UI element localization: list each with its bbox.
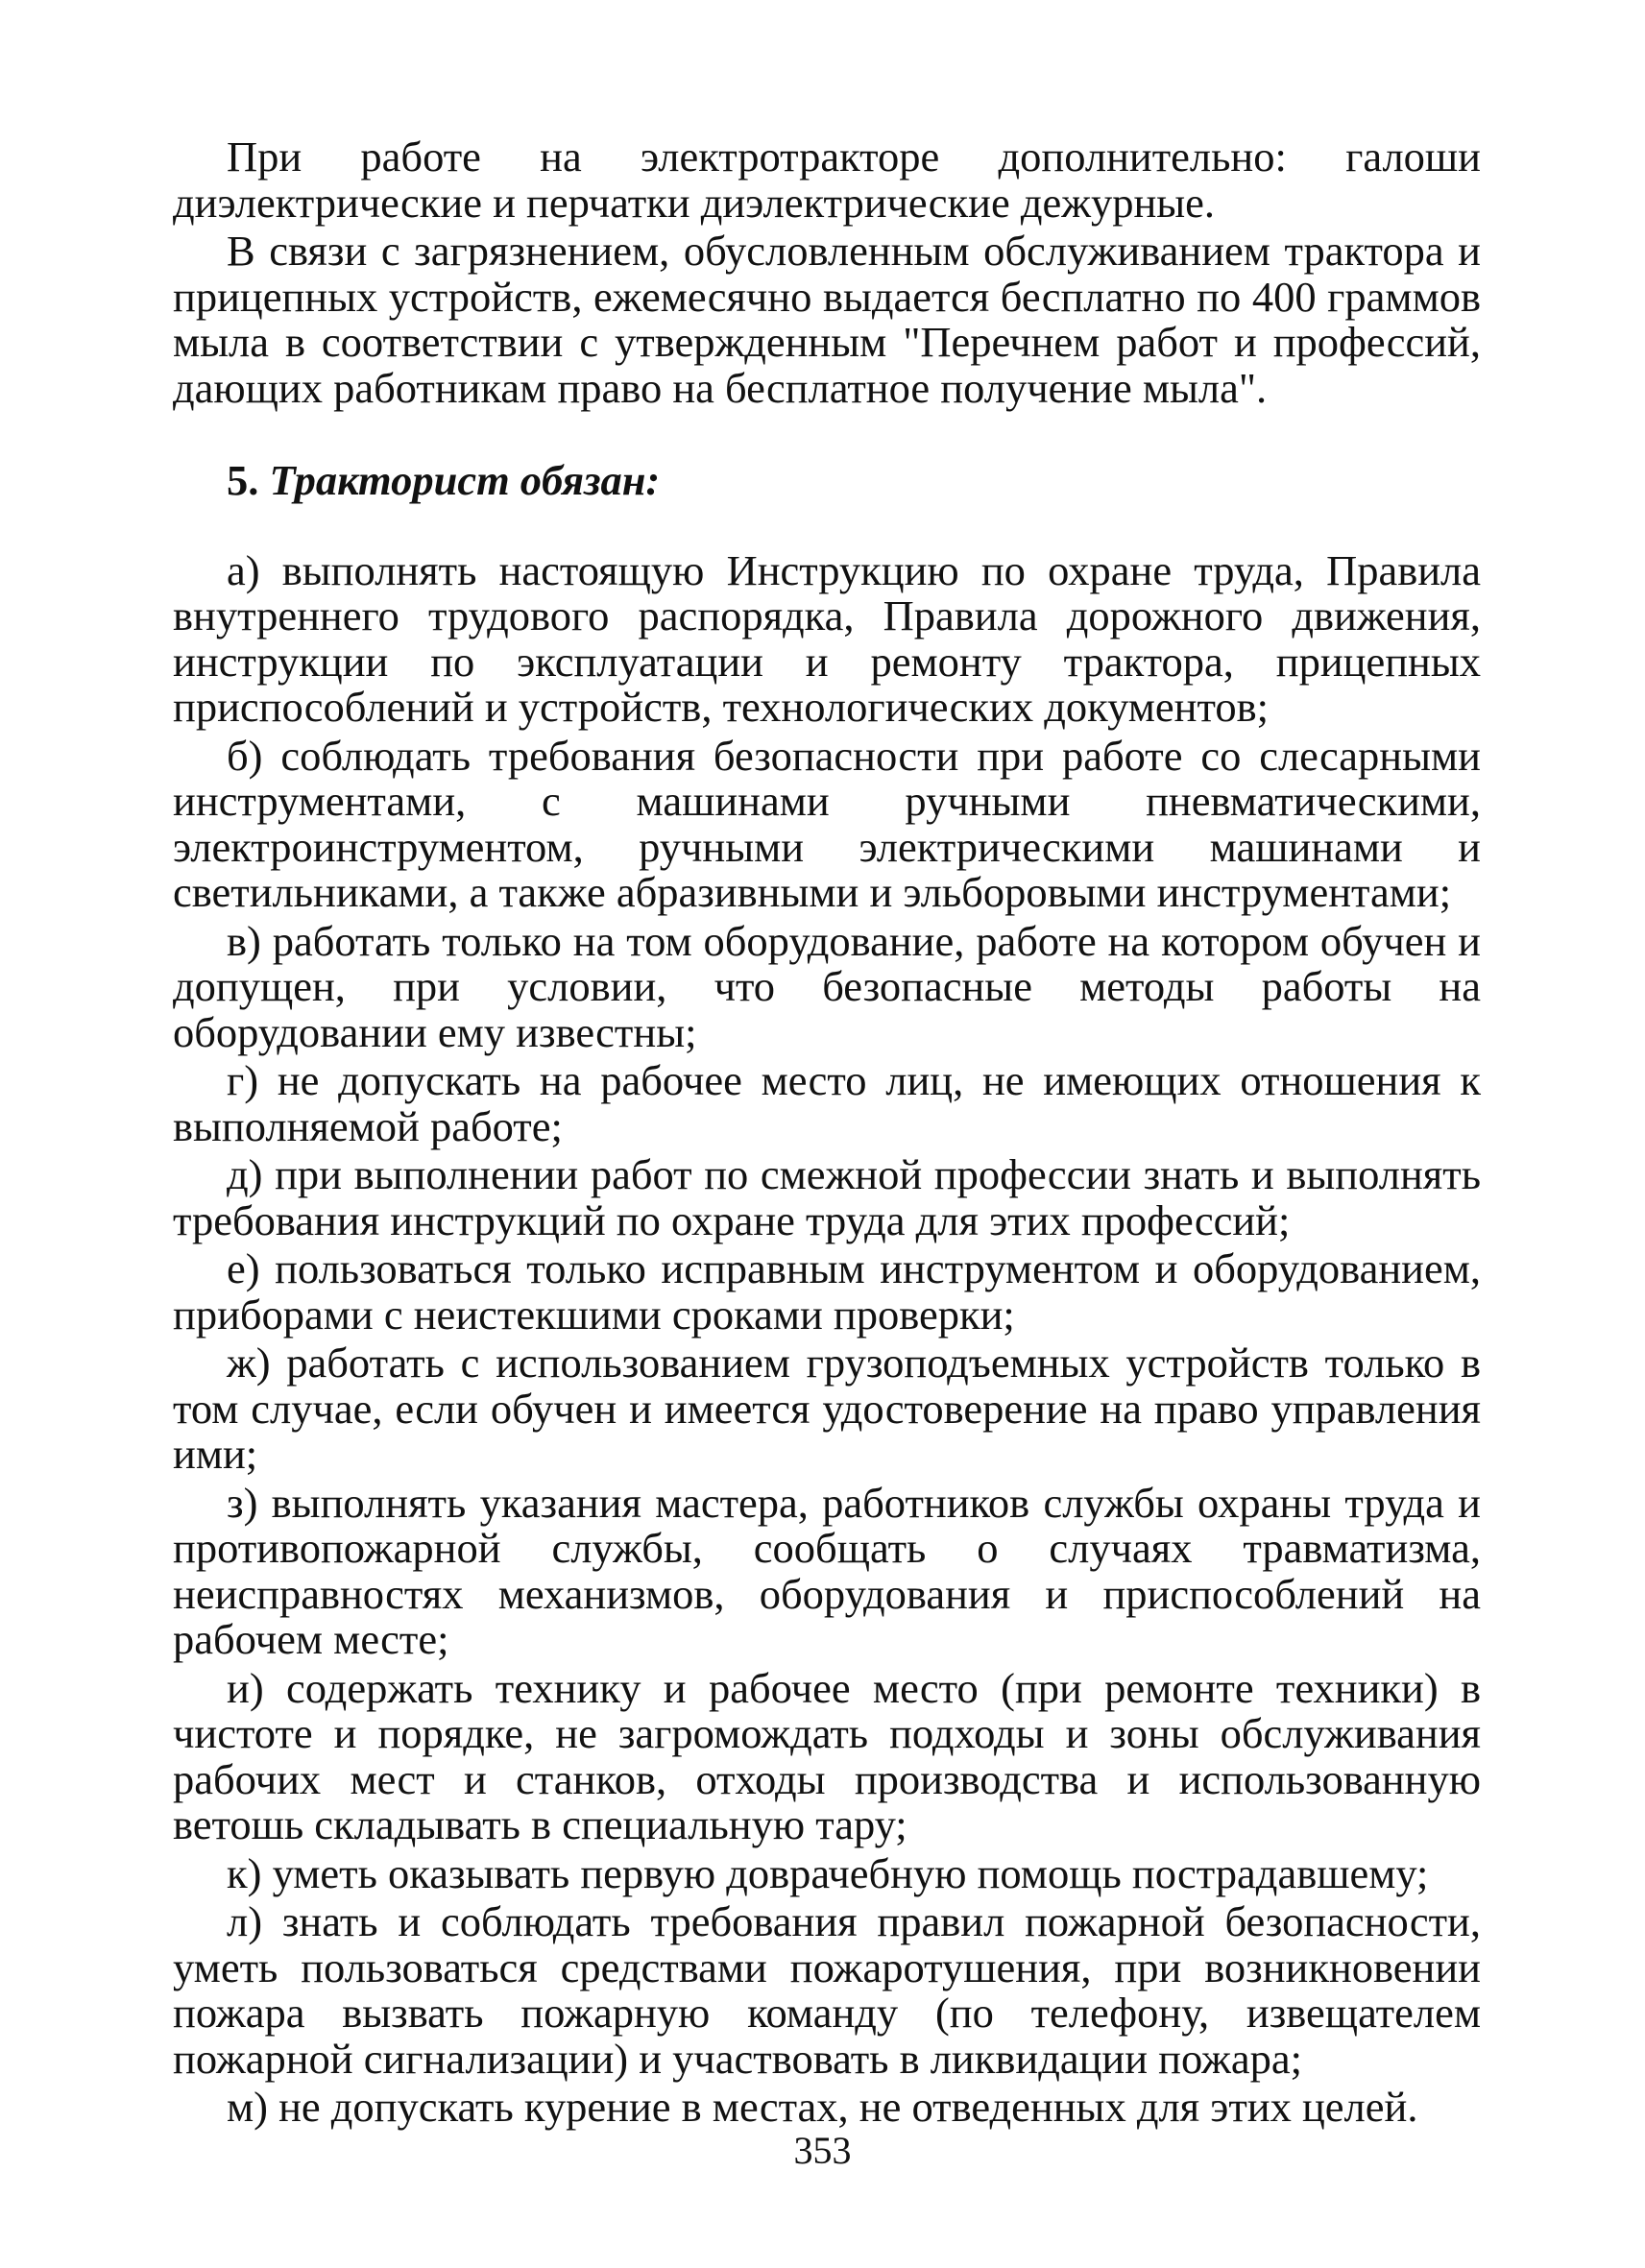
section-title: Тракторист обязан: [269,456,661,504]
duty-item: л) знать и соблюдать требования правил пожарной безопасности, уметь пользоваться средствами пожаротушения, при возникновении пожара вызвать пожарную команду (по телефону, извещателем пожарной сигнализации) и участвовать в ликвидации пожара; [173,1897,1481,2083]
duty-item: д) при выполнении работ по смежной профессии знать и выполнять требования инструкций по охране труда для этих профессий; [173,1150,1481,1244]
duty-item: и) содержать технику и рабочее место (при ремонте техники) в чистоте и порядке, не загромождать подходы и зоны обслуживания рабочих мест и станков, отходы производства и использованную ветошь складывать в специальную тару; [173,1663,1481,1848]
intro-paragraph: При работе на электротракторе дополнительно: галоши диэлектрические и перчатки диэлектрические дежурные. [173,133,1481,227]
duty-item: е) пользоваться только исправным инструментом и оборудованием, приборами с неистекшими сроками проверки; [173,1244,1481,1339]
duty-item: к) уметь оказывать первую доврачебную помощь пострадавшему; [227,1848,1429,1897]
duty-item: а) выполнять настоящую Инструкцию по охране труда, Правила внутреннего трудового распорядка, Правила дорожного движения, инструкции по эксплуатации и ремонту трактора, прицепных приспособлений и устройств, технологических документов; [173,545,1481,731]
section-heading [173,458,1481,504]
page-number: 353 [793,2129,852,2172]
duty-item: ж) работать с использованием грузоподъемных устройств только в том случае, если обучен и имеется удостоверение на право управления ими; [173,1339,1481,1478]
section-number: 5. [227,456,259,504]
duty-item: г) не допускать на рабочее место лиц, не имеющих отношения к выполняемой работе; [173,1056,1481,1150]
duty-item: в) работать только на том оборудование, работе на котором обучен и допущен, при условии, что безопасные методы работы на оборудовании ему известны; [173,916,1481,1056]
intro-paragraph: В связи с загрязнением, обусловленным обслуживанием трактора и прицепных устройств, ежемесячно выдается бесплатно по 400 граммов мыла в соответствии с утвержденным "Перечнем работ и профессий, дающих работникам право на бесплатное получение мыла". [173,227,1481,412]
document-page [173,134,1481,2131]
duty-item: м) не допускать курение в местах, не отведенных для этих целей. [227,2083,1418,2131]
duty-item: з) выполнять указания мастера, работников службы охраны труда и противопожарной службы, сообщать о случаях травматизма, неисправностях механизмов, оборудования и приспособлений на рабочем месте; [173,1478,1481,1663]
duty-item: б) соблюдать требования безопасности при работе со слесарными инструментами, с машинами ручными пневматическими, электроинструментом, ручными электрическими машинами и светильниками, а также абразивными и эльборовыми инструментами; [173,731,1481,916]
